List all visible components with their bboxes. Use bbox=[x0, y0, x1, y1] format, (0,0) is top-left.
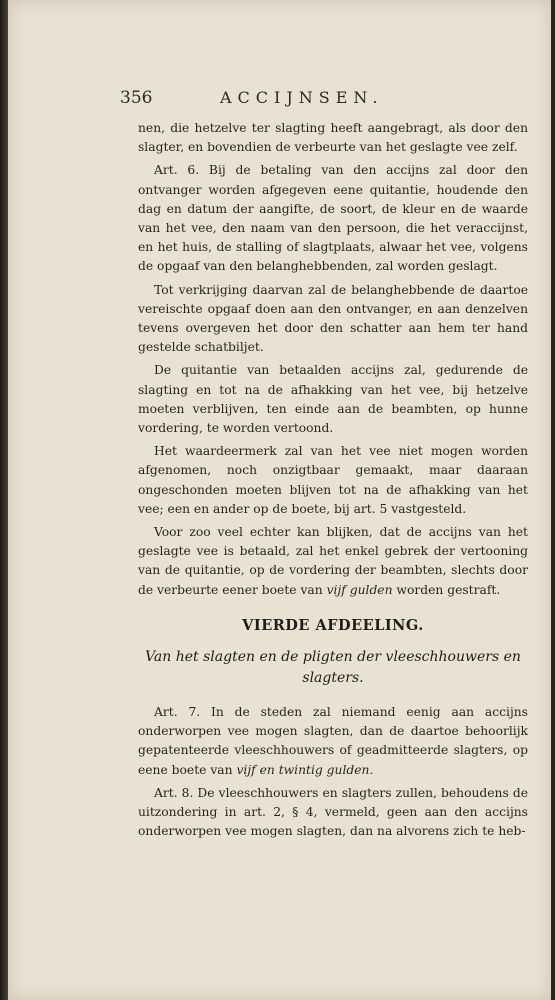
paragraph-art-7-text: Art. 7. In de steden zal niemand eenig aan accijns onderworpen vee mogen slagten, dan de daartoe behoorlijk gepatenteerde vleeschhouwers of geadmitteerde slagters, op eene boete van bbox=[138, 705, 528, 777]
page-edge bbox=[551, 0, 555, 1000]
paragraph-waardeermerk: Het waardeermerk zal van het vee niet mogen worden afgenomen, noch onzigtbaar gemaakt, maar daaraan ongeschonden moeten blijven tot na de afhakking van het vee; een en ander op de boete, bij art. 5 vastgesteld. bbox=[138, 444, 528, 516]
paragraph-continuation: nen, die hetzelve ter slagting heeft aangebragt, als door den slagter, en bovendien de verbeurte van het geslagte vee zelf. bbox=[138, 121, 528, 155]
section-subtitle: Van het slagten en de pligten der vleeschhouwers en slagters. bbox=[145, 649, 521, 687]
running-title: ACCIJNSEN. bbox=[220, 88, 384, 107]
paragraph-art-6: Art. 6. Bij de betaling van den accijns zal door den ontvanger worden afgegeven eene quitantie, houdende den dag en datum der aangifte, de soort, de kleur en de waarde van het vee, den naam van den persoon, die het veraccijnst, en het huis, de stalling of slagtplaats, alwaar het vee, volgens de opgaaf van den belanghebbenden, zal worden geslagt. bbox=[138, 163, 528, 274]
section-title: VIERDE AFDEELING. bbox=[242, 616, 424, 634]
paragraph-boete bbox=[138, 523, 528, 600]
paragraph-boete-text: Voor zoo veel echter kan blijken, dat de accijns van het geslagte vee is betaald, zal het enkel gebrek der vertooning van de quitantie, op de vordering der beambten, slechts door de verbeurte eener boete van bbox=[138, 525, 528, 597]
paragraph-art-7-amount: vijf en twintig gulden. bbox=[236, 762, 374, 777]
book-page bbox=[8, 0, 551, 1000]
paragraph-boete-amount: vijf gulden bbox=[326, 582, 393, 597]
paragraph-boete-end: worden gestraft. bbox=[392, 582, 501, 597]
page-header bbox=[120, 88, 525, 108]
paragraph-art-7 bbox=[138, 703, 528, 780]
paragraph-quitantie: De quitantie van betaalden accijns zal, gedurende de slagting en tot na de afhakking van het vee, bij hetzelve moeten verblijven, ten einde aan de beambten, op hunne vordering, te worden vertoond. bbox=[138, 363, 528, 436]
page-number: 356 bbox=[120, 88, 153, 108]
page-body bbox=[138, 119, 528, 846]
book-gutter bbox=[0, 0, 8, 1000]
paragraph-verkrijging: Tot verkrijging daarvan zal de belanghebbende de daartoe vereischte opgaaf doen aan den ontvanger, en aan denzelven tevens overgeven het door den schatter aan hem ter hand gestelde schatbiljet. bbox=[138, 282, 528, 355]
paragraph-art-8: Art. 8. De vleeschhouwers en slagters zullen, behoudens de uitzondering in art. 2, § 4, vermeld, geen aan den accijns onderworpen vee mogen slagten, dan na alvorens zich te heb- bbox=[138, 785, 528, 839]
